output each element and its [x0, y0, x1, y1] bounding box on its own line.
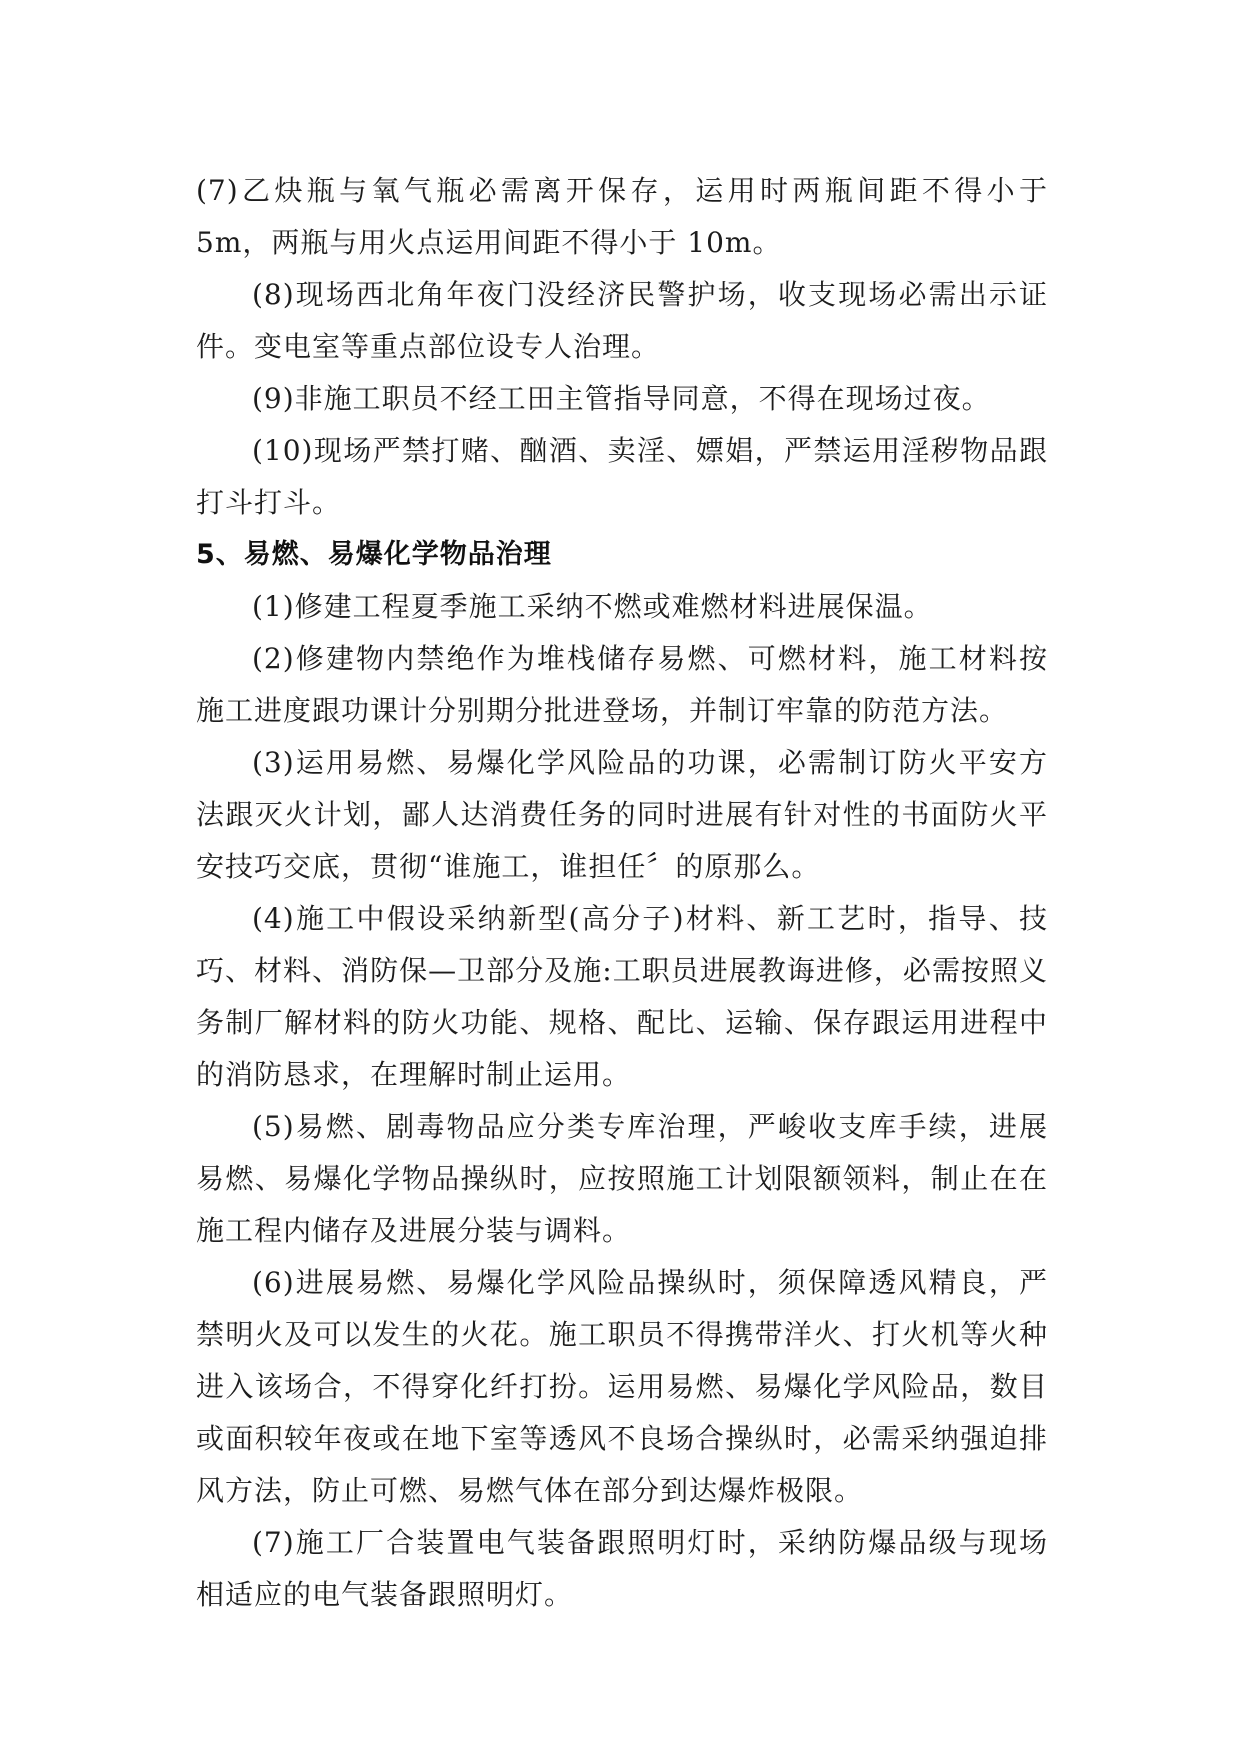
paragraph-chem-item-2: (2)修建物内禁绝作为堆栈储存易燃、可燃材料，施工材料按施工进度跟功课计分别期分批进登场，并制订牢靠的防范方法。 [196, 642, 1048, 727]
paragraph-item-7-gas-cylinders: (7)乙炔瓶与氧气瓶必需离开保存，运用时两瓶间距不得小于 5m，两瓶与用火点运用间距不得小于 10m。 [196, 174, 1048, 259]
paragraph-item-8-site-gate: (8)现场西北角年夜门没经济民警护场，收支现场必需出示证件。变电室等重点部位设专人治理。 [196, 278, 1048, 363]
document-body [196, 165, 1048, 1621]
paragraph-chem-item-3: (3)运用易燃、易爆化学风险品的功课，必需制订防火平安方法跟灭火计划，鄙人达消费任务的同时进展有针对性的书面防火平安技巧交底，贯彻“谁施工，谁担任〞的原那么。 [196, 746, 1048, 883]
paragraph-chem-item-1: (1)修建工程夏季施工采纳不燃或难燃材料进展保温。 [252, 590, 933, 623]
paragraph-chem-item-5: (5)易燃、剧毒物品应分类专库治理，严峻收支库手续，进展易燃、易爆化学物品操纵时，应按照施工计划限额领料，制止在在施工程内储存及进展分装与调料。 [196, 1110, 1048, 1247]
paragraph-item-10-prohibitions: (10)现场严禁打赌、酗酒、卖淫、嫖娼，严禁运用淫秽物品跟打斗打斗。 [196, 434, 1048, 519]
section-heading: 5、易燃、易爆化学物品治理 [196, 539, 552, 570]
paragraph-chem-item-6: (6)进展易燃、易爆化学风险品操纵时，须保障透风精良，严禁明火及可以发生的火花。施工职员不得携带洋火、打火机等火种进入该场合，不得穿化纤打扮。运用易燃、易爆化学风险品，数目或面积较年夜或在地下室等透风不良场合操纵时，必需采纳强迫排风方法，防止可燃、易燃气体在部分到达爆炸极限。 [196, 1266, 1048, 1507]
paragraph-chem-item-4: (4)施工中假设采纳新型(高分子)材料、新工艺时，指导、技巧、材料、消防保—卫部分及施:工职员进展教诲进修，必需按照义务制厂解材料的防火功能、规格、配比、运输、保存跟运用进程中的消防恳求，在理解时制止运用。 [196, 902, 1048, 1091]
paragraph-chem-item-7: (7)施工厂合装置电气装备跟照明灯时，采纳防爆品级与现场相适应的电气装备跟照明灯。 [196, 1526, 1048, 1611]
paragraph-item-9-overnight: (9)非施工职员不经工田主管指导同意，不得在现场过夜。 [252, 382, 991, 415]
